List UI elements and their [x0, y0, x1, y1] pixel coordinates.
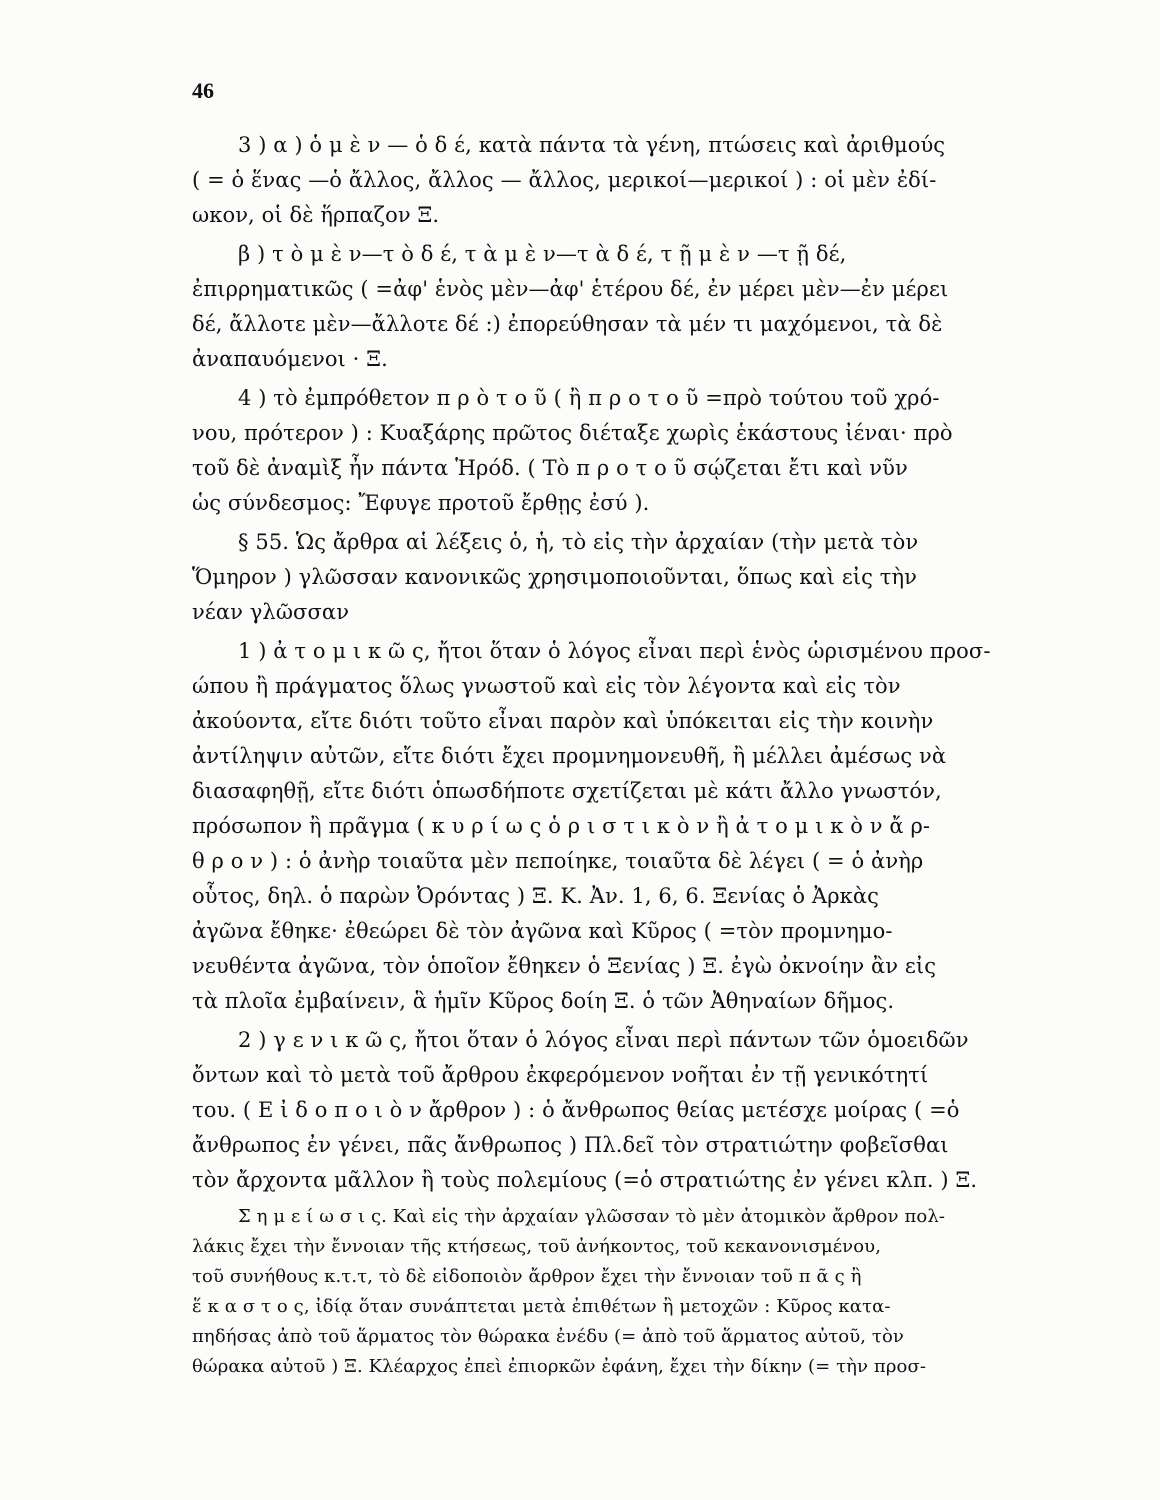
text-line: θώρακα αὐτοῦ ) Ξ. Κλέαρχος ἐπεὶ ἐπιορκῶν ἐφάνη, ἔχει τὴν δίκην (= τὴν προσ-	[192, 1356, 927, 1377]
text-line: δέ, ἄλλοτε μὲν—ἄλλοτε δέ :) ἐπορεύθησαν τὰ μέν τι μαχόμενοι, τὰ δὲ	[192, 312, 943, 336]
text-line: πηδήσας ἀπὸ τοῦ ἅρματος τὸν θώρακα ἐνέδυ (= ἀπὸ τοῦ ἅρματος αὐτοῦ, τὸν	[192, 1326, 904, 1347]
text-line: διασαφηθῇ, εἴτε διότι ὁπωσδήποτε σχετίζεται μὲ κάτι ἄλλο γνωστόν,	[192, 779, 942, 803]
text-line: ἄνθρωπος ἐν γένει, πᾶς ἄνθρωπος ) Πλ.δεῖ τὸν στρατιώτην φοβεῖσθαι	[192, 1133, 949, 1157]
text-line: τοῦ δὲ ἀναμὶξ ἦν πάντα Ἡρόδ. ( Τὸ π ρ ο τ ο ῦ σῴζεται ἔτι καὶ νῦν	[192, 456, 908, 480]
text-line: ( = ὁ ἕνας —ὁ ἄλλος, ἄλλος — ἄλλος, μερικοί—μερικοί ) : οἱ μὲν ἐδί-	[192, 168, 937, 192]
text-line: θ ρ ο ν ) : ὁ ἀνὴρ τοιαῦτα μὲν πεποίηκε, τοιαῦτα δὲ λέγει ( = ὁ ἀνὴρ	[192, 849, 924, 873]
text-line: τὰ πλοῖα ἐμβαίνειν, ἃ ἡμῖν Κῦρος δοίη Ξ. ὁ τῶν Ἀθηναίων δῆμος.	[192, 989, 895, 1013]
text-line: τὸν ἄρχοντα μᾶλλον ἢ τοὺς πολεμίους (=ὁ στρατιώτης ἐν γένει κλπ. ) Ξ.	[192, 1168, 978, 1192]
text-line: του. ( Ε ἰ δ ο π ο ι ὸ ν ἄρθρον ) : ὁ ἄνθρωπος θείας μετέσχε μοίρας ( =ὁ	[192, 1098, 960, 1122]
paragraph-p55_1	[192, 634, 1080, 1019]
text-line: ἀγῶνα ἔθηκε· ἐθεώρει δὲ τὸν ἀγῶνα καὶ Κῦρος ( =τὸν προμνημο-	[192, 919, 893, 943]
paragraph-p55_2	[192, 1023, 1080, 1198]
text-line: νευθέντα ἀγῶνα, τὸν ὁποῖον ἔθηκεν ὁ Ξενίας ) Ξ. ἐγὼ ὀκνοίην ἂν εἰς	[192, 954, 937, 978]
text-line: νου, πρότερον ) : Κυαξάρης πρῶτος διέταξε χωρὶς ἑκάστους ἰέναι· πρὸ	[192, 421, 953, 445]
text-line: ωκον, οἱ δὲ ἥρπαζον Ξ.	[192, 203, 440, 227]
text-line: ἀντίληψιν αὐτῶν, εἴτε διότι ἔχει προμνημονευθῆ, ἢ μέλλει ἀμέσως νὰ	[192, 744, 947, 768]
text-line: ὄντων καὶ τὸ μετὰ τοῦ ἄρθρου ἐκφερόμενον νοῆται ἐν τῇ γενικότητί	[192, 1063, 929, 1087]
text-line: § 55. Ὡς ἄρθρα αἱ λέξεις ὁ, ἡ, τὸ εἰς τὴν ἀρχαίαν (τὴν μετὰ τὸν	[238, 530, 919, 554]
text-line: 3 ) α ) ὁ μ ὲ ν — ὁ δ έ, κατὰ πάντα τὰ γένη, πτώσεις καὶ ἀριθμούς	[238, 133, 946, 157]
text-line: οὗτος, δηλ. ὁ παρὼν Ὀρόντας ) Ξ. Κ. Ἀν. 1, 6, 6. Ξενίας ὁ Ἀρκὰς	[192, 884, 880, 908]
text-line: νέαν γλῶσσαν	[192, 600, 350, 624]
text-line: ἕ κ α σ τ ο ς, ἰδίᾳ ὅταν συνάπτεται μετὰ ἐπιθέτων ἢ μετοχῶν : Κῦρος κατα-	[192, 1296, 891, 1317]
paragraph-p55	[192, 525, 1080, 630]
text-line: λάκις ἔχει τὴν ἔννοιαν τῆς κτήσεως, τοῦ ἀνήκοντος, τοῦ κεκανονισμένου,	[192, 1236, 882, 1257]
text-line: Ὅμηρον ) γλῶσσαν κανονικῶς χρησιμοποιοῦνται, ὅπως καὶ εἰς τὴν	[192, 565, 918, 589]
footnote-remark	[192, 1202, 1080, 1382]
text-line: ἀκούοντα, εἴτε διότι τοῦτο εἶναι παρὸν καὶ ὑπόκειται εἰς τὴν κοινὴν	[192, 709, 934, 733]
text-line: ώπου ἢ πράγματος ὅλως γνωστοῦ καὶ εἰς τὸν λέγοντα καὶ εἰς τὸν	[192, 674, 901, 698]
paragraph-p4	[192, 381, 1080, 521]
text-line: ἐπιρρηματικῶς ( =ἀφ' ἑνὸς μὲν—ἀφ' ἑτέρου δέ, ἐν μέρει μὲν—ἐν μέρει	[192, 277, 949, 301]
text-line: Σ η μ ε ί ω σ ι ς. Καὶ εἰς τὴν ἀρχαίαν γλῶσσαν τὸ μὲν ἀτομικὸν ἄρθρον πολ-	[238, 1206, 946, 1227]
text-line: τοῦ συνήθους κ.τ.τ, τὸ δὲ εἰδοποιὸν ἄρθρον ἔχει τὴν ἔννοιαν τοῦ π ᾶ ς ἢ	[192, 1266, 862, 1287]
paragraph-p3b	[192, 237, 1080, 377]
text-line: 1 ) ἀ τ ο μ ι κ ῶ ς, ἤτοι ὅταν ὁ λόγος εἶναι περὶ ἑνὸς ὡρισμένου προσ-	[238, 639, 991, 663]
page-number: 46	[192, 78, 214, 103]
paragraph-p3	[192, 128, 1080, 233]
text-line: πρόσωπον ἢ πρᾶγμα ( κ υ ρ ί ω ς ὁ ρ ι σ τ ι κ ὸ ν ἢ ἀ τ ο μ ι κ ὸ ν ἄ ρ-	[192, 814, 931, 838]
text-line: ἀναπαυόμενοι · Ξ.	[192, 347, 388, 371]
text-line: 4 ) τὸ ἐμπρόθετον π ρ ὸ τ ο ῦ ( ἢ π ρ ο τ ο ῦ =πρὸ τούτου τοῦ χρό-	[238, 386, 940, 410]
text-line: β ) τ ὸ μ ὲ ν—τ ὸ δ έ, τ ὰ μ ὲ ν—τ ὰ δ έ, τ ῇ μ ὲ ν —τ ῇ δέ,	[238, 242, 847, 266]
page-text	[192, 128, 1080, 1382]
text-line: ὡς σύνδεσμος: Ἔφυγε προτοῦ ἔρθῃς ἐσύ ).	[192, 491, 650, 515]
text-line: 2 ) γ ε ν ι κ ῶ ς, ἤτοι ὅταν ὁ λόγος εἶναι περὶ πάντων τῶν ὁμοειδῶν	[238, 1028, 969, 1052]
